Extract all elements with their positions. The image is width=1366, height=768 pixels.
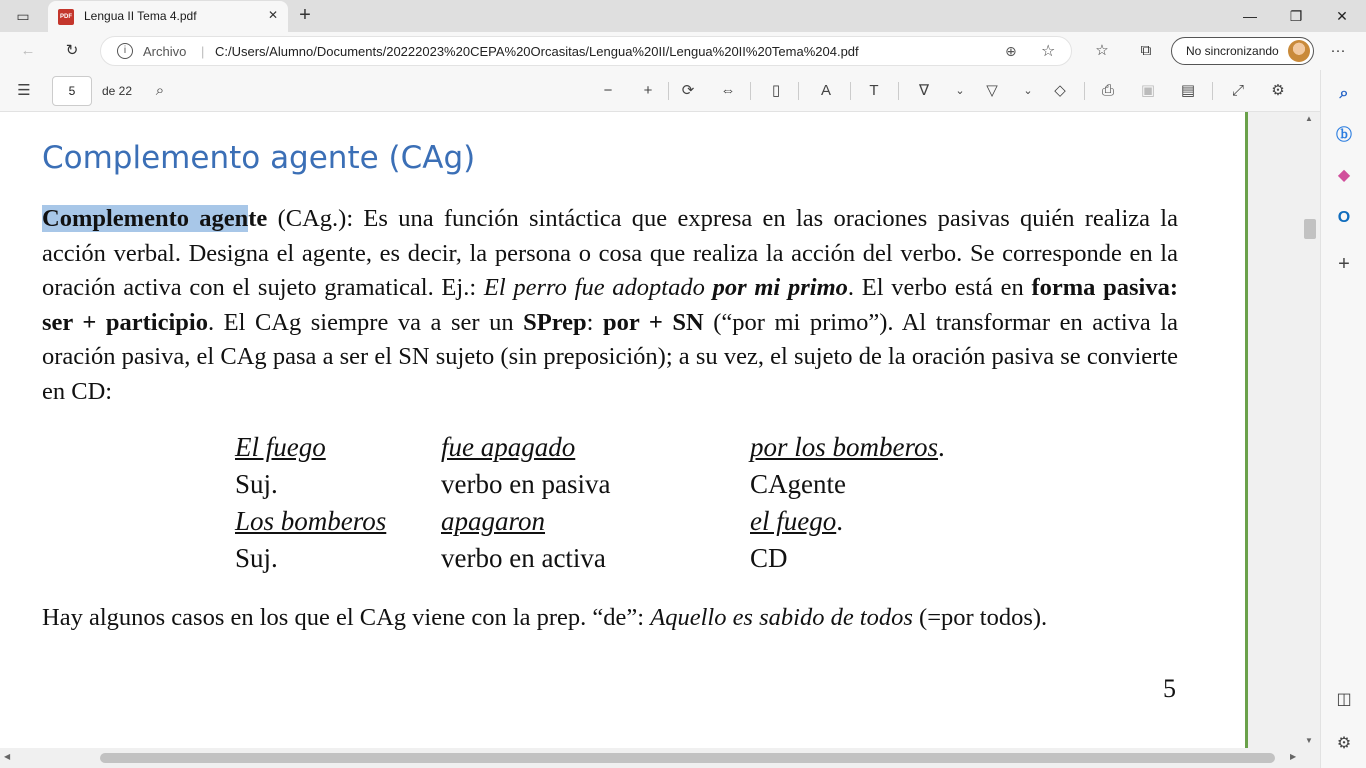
favorites-icon[interactable]: ☆	[1095, 42, 1109, 59]
edge-sidebar	[1320, 70, 1366, 768]
tab-close-icon[interactable]: ✕	[267, 8, 278, 22]
minimize-icon[interactable]: —	[1243, 8, 1257, 24]
address-bar[interactable]	[100, 36, 1072, 66]
pdf-page	[0, 112, 1248, 752]
text-run: (“por mi primo”). Al transformar en activa la oración pasiva, el CAg pasa a ser el SN sujeto (sin preposición); a su vez, el sujeto de la oración pasiva se convierte en CD:	[42, 308, 1178, 405]
search-icon[interactable]: ⌕	[155, 82, 165, 99]
note-paragraph	[42, 601, 1178, 636]
add-text-icon[interactable]: T	[869, 82, 879, 99]
collections-icon[interactable]: ⧉	[1140, 42, 1152, 59]
table-cell: Suj.	[235, 543, 278, 573]
text-run: (=por todos).	[912, 604, 1048, 631]
security-label: Archivo	[143, 44, 187, 59]
table-cell: El fuego	[235, 432, 326, 462]
add-favorite-icon[interactable]: ☆	[1041, 43, 1056, 60]
info-icon[interactable]: i	[117, 43, 133, 59]
total-pages: de 22	[102, 84, 133, 98]
more-icon[interactable]: ···	[1330, 42, 1346, 59]
toolbar-divider	[750, 82, 751, 100]
toolbar-divider	[798, 82, 799, 100]
save-icon[interactable]: ▣	[1140, 82, 1156, 99]
bing-icon[interactable]: ⓑ	[1335, 127, 1352, 144]
search-icon[interactable]: ⌕	[1339, 85, 1349, 102]
table-cell: CAgente	[750, 469, 846, 499]
sidebar-toggle-icon[interactable]: ◫	[1336, 691, 1352, 708]
pdf-toolbar	[0, 70, 1320, 112]
toolbar-divider	[1084, 82, 1085, 100]
chevron-down-icon[interactable]: ⌄	[955, 85, 965, 97]
toolbar-divider	[850, 82, 851, 100]
close-window-icon[interactable]: ✕	[1336, 8, 1348, 24]
table-cell	[750, 432, 945, 463]
bold-run: SPrep	[523, 308, 587, 336]
example-italic: Aquello es sabido de todos	[650, 604, 913, 631]
pdf-file-icon: PDF	[58, 9, 74, 25]
minus-icon[interactable]: −	[603, 82, 613, 99]
example-bold-italic: por mi primo	[712, 274, 848, 302]
page-heading: Complemento agente (CAg)	[42, 140, 476, 176]
text-run: . El verbo está en	[847, 274, 1032, 302]
text-run: :	[586, 308, 604, 336]
eraser-icon[interactable]: ◇	[1054, 82, 1066, 99]
toolbar-divider	[898, 82, 899, 100]
table-cell	[750, 506, 843, 537]
scroll-right-icon[interactable]: ▶	[1290, 752, 1297, 761]
tab-title: Lengua II Tema 4.pdf	[84, 9, 197, 23]
toolbar-divider	[668, 82, 669, 100]
toolbar-divider	[1212, 82, 1213, 100]
term-bold-rest: te	[248, 205, 268, 232]
fullscreen-icon[interactable]: ⤢	[1231, 82, 1244, 99]
gear-icon[interactable]: ⚙	[1271, 82, 1285, 99]
outlook-icon[interactable]: O	[1337, 209, 1351, 226]
sync-label: No sincronizando	[1186, 44, 1279, 58]
table-cell: verbo en pasiva	[441, 469, 611, 499]
document-viewer[interactable]	[0, 112, 1320, 768]
rotate-icon[interactable]: ⟳	[681, 82, 695, 99]
scroll-down-icon[interactable]: ▼	[1305, 736, 1313, 745]
profile-sync-button[interactable]	[1171, 37, 1314, 65]
navigation-bar	[0, 32, 1366, 70]
text-run: . El CAg siempre va a ser un	[207, 308, 524, 336]
vertical-scrollbar[interactable]	[1302, 112, 1320, 748]
fit-to-width-icon[interactable]: ⇔	[720, 82, 736, 99]
punctuation: .	[938, 432, 945, 462]
plus-icon[interactable]: +	[643, 82, 653, 99]
restore-icon[interactable]: ❐	[1289, 8, 1303, 24]
page-number: 5	[1163, 674, 1176, 703]
table-cell-text: por los bomberos	[750, 432, 939, 462]
table-cell: fue apagado	[441, 432, 576, 462]
vertical-scroll-thumb[interactable]	[1304, 219, 1316, 239]
highlighted-term: Complemento agen	[42, 205, 249, 232]
page-number-input[interactable]: 5	[52, 76, 92, 106]
horizontal-scroll-thumb[interactable]	[100, 753, 1275, 763]
url-text[interactable]: C:/Users/Alumno/Documents/20222023%20CEPA%20Orcasitas/Lengua%20II/Lengua%20II%20Tema%204.pdf	[215, 44, 859, 59]
table-cell-text: el fuego	[750, 506, 837, 536]
highlight-icon[interactable]: ▽	[986, 82, 998, 99]
page-view-icon[interactable]: ▯	[771, 82, 781, 99]
margin-line	[1245, 112, 1248, 748]
address-separator: |	[201, 44, 205, 59]
table-cell: Suj.	[235, 469, 278, 499]
punctuation: .	[836, 506, 843, 536]
scroll-up-icon[interactable]: ▲	[1305, 114, 1313, 123]
table-cell: Los bomberos	[235, 506, 387, 536]
avatar	[1288, 40, 1310, 62]
text-run: Hay algunos casos en los que el CAg viene con la prep. “de”:	[42, 604, 651, 631]
table-cell: verbo en activa	[441, 543, 606, 573]
text-run: (CAg.): Es una función sintáctica que expresa en las oraciones pasivas quién realiza la acción verbal. Designa el agente, es decir, la persona o cosa que realiza la acción del verbo. Se corresponde en la oración activa con el sujeto gramatical. Ej.:	[42, 205, 1178, 302]
draw-icon[interactable]: ∇	[918, 82, 930, 99]
read-aloud-icon[interactable]: A	[820, 82, 831, 99]
print-icon[interactable]: ⎙	[1101, 82, 1114, 99]
gear-icon[interactable]: ⚙	[1336, 735, 1352, 752]
office-icon[interactable]: ◆	[1337, 167, 1351, 184]
bold-run: forma pasiva: ser + participio	[42, 274, 1178, 336]
table-cell: apagaron	[441, 506, 546, 536]
table-cell: CD	[750, 543, 788, 573]
zoom-icon[interactable]: ⊕	[1005, 43, 1017, 59]
example-italic: El perro fue adoptado	[483, 274, 713, 302]
back-arrow-icon[interactable]: ←	[20, 42, 36, 59]
refresh-icon[interactable]: ↻	[65, 42, 79, 59]
table-of-contents-icon[interactable]: ☰	[17, 82, 31, 99]
save-as-icon[interactable]: ▤	[1180, 82, 1196, 99]
scroll-left-icon[interactable]: ◀	[4, 752, 11, 761]
tab-bar	[0, 0, 1366, 32]
tab-actions-icon[interactable]: ▭	[16, 8, 30, 24]
chevron-down-icon[interactable]: ⌄	[1023, 85, 1033, 97]
tab-active[interactable]	[48, 1, 288, 32]
definition-paragraph	[42, 202, 1178, 410]
add-icon[interactable]: +	[1338, 253, 1350, 275]
new-tab-icon[interactable]: +	[299, 4, 311, 26]
bold-run: por + SN	[603, 308, 704, 336]
